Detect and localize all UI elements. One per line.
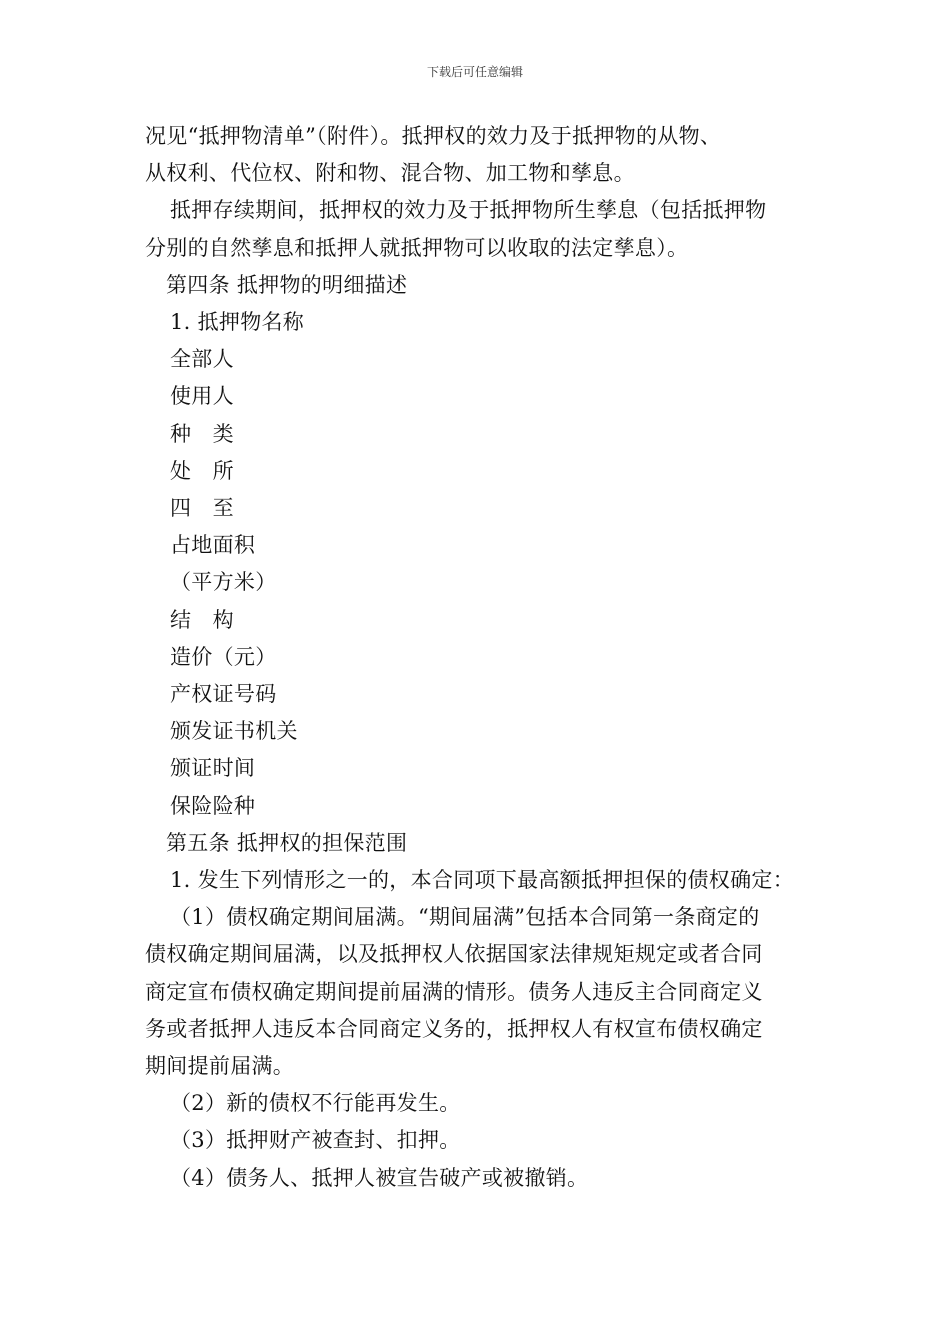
body-line: （2）新的债权不行能再发生。	[170, 1091, 461, 1116]
body-line: 1. 抵押物名称	[170, 310, 305, 335]
field-label: 颁发证书机关	[170, 719, 298, 744]
field-label: 四 至	[170, 496, 234, 521]
field-label: 保险险种	[170, 793, 256, 818]
field-label: 处 所	[170, 458, 234, 483]
body-line: （3）抵押财产被查封、扣押。	[170, 1128, 461, 1153]
body-line: （4）债务人、抵押人被宣告破产或被撤销。	[170, 1165, 589, 1190]
body-line: 抵押存续期间，抵押权的效力及于抵押物所生孳息（包括抵押物	[170, 198, 767, 223]
section-heading-article-4: 第四条 抵押物的明细描述	[166, 272, 408, 297]
field-label: 产权证号码	[170, 682, 277, 707]
body-line: 1. 发生下列情形之一的，本合同项下最高额抵押担保的债权确定：	[170, 868, 795, 893]
field-label: 种 类	[170, 421, 234, 446]
field-label: 占地面积	[170, 533, 256, 558]
document-body	[145, 118, 810, 1197]
field-label: 全部人	[170, 347, 234, 372]
body-line: 债权确定期间届满，以及抵押权人依据国家法律规矩规定或者合同	[145, 942, 763, 967]
field-label: 颁证时间	[170, 756, 256, 781]
field-label: （平方米）	[170, 570, 277, 595]
body-line: 分别的自然孳息和抵押人就抵押物可以收取的法定孳息）。	[145, 235, 689, 260]
body-line: 务或者抵押人违反本合同商定义务的，抵押权人有权宣布债权确定	[145, 1016, 763, 1041]
body-line: 从权利、代位权、附和物、混合物、加工物和孳息。	[145, 161, 635, 186]
body-line: 期间提前届满。	[145, 1054, 295, 1079]
field-label: 结 构	[170, 607, 234, 632]
body-line: 商定宣布债权确定期间提前届满的情形。债务人违反主合同商定义	[145, 979, 763, 1004]
body-line: （1）债权确定期间届满。“期间届满”包括本合同第一条商定的	[170, 905, 760, 930]
field-label: 使用人	[170, 384, 234, 409]
page-header-note: 下载后可任意编辑	[426, 65, 523, 79]
field-label: 造价（元）	[170, 644, 277, 669]
section-heading-article-5: 第五条 抵押权的担保范围	[166, 830, 408, 855]
body-line: 况见“抵押物清单”（附件）。抵押权的效力及于抵押物的从物、	[145, 124, 722, 148]
